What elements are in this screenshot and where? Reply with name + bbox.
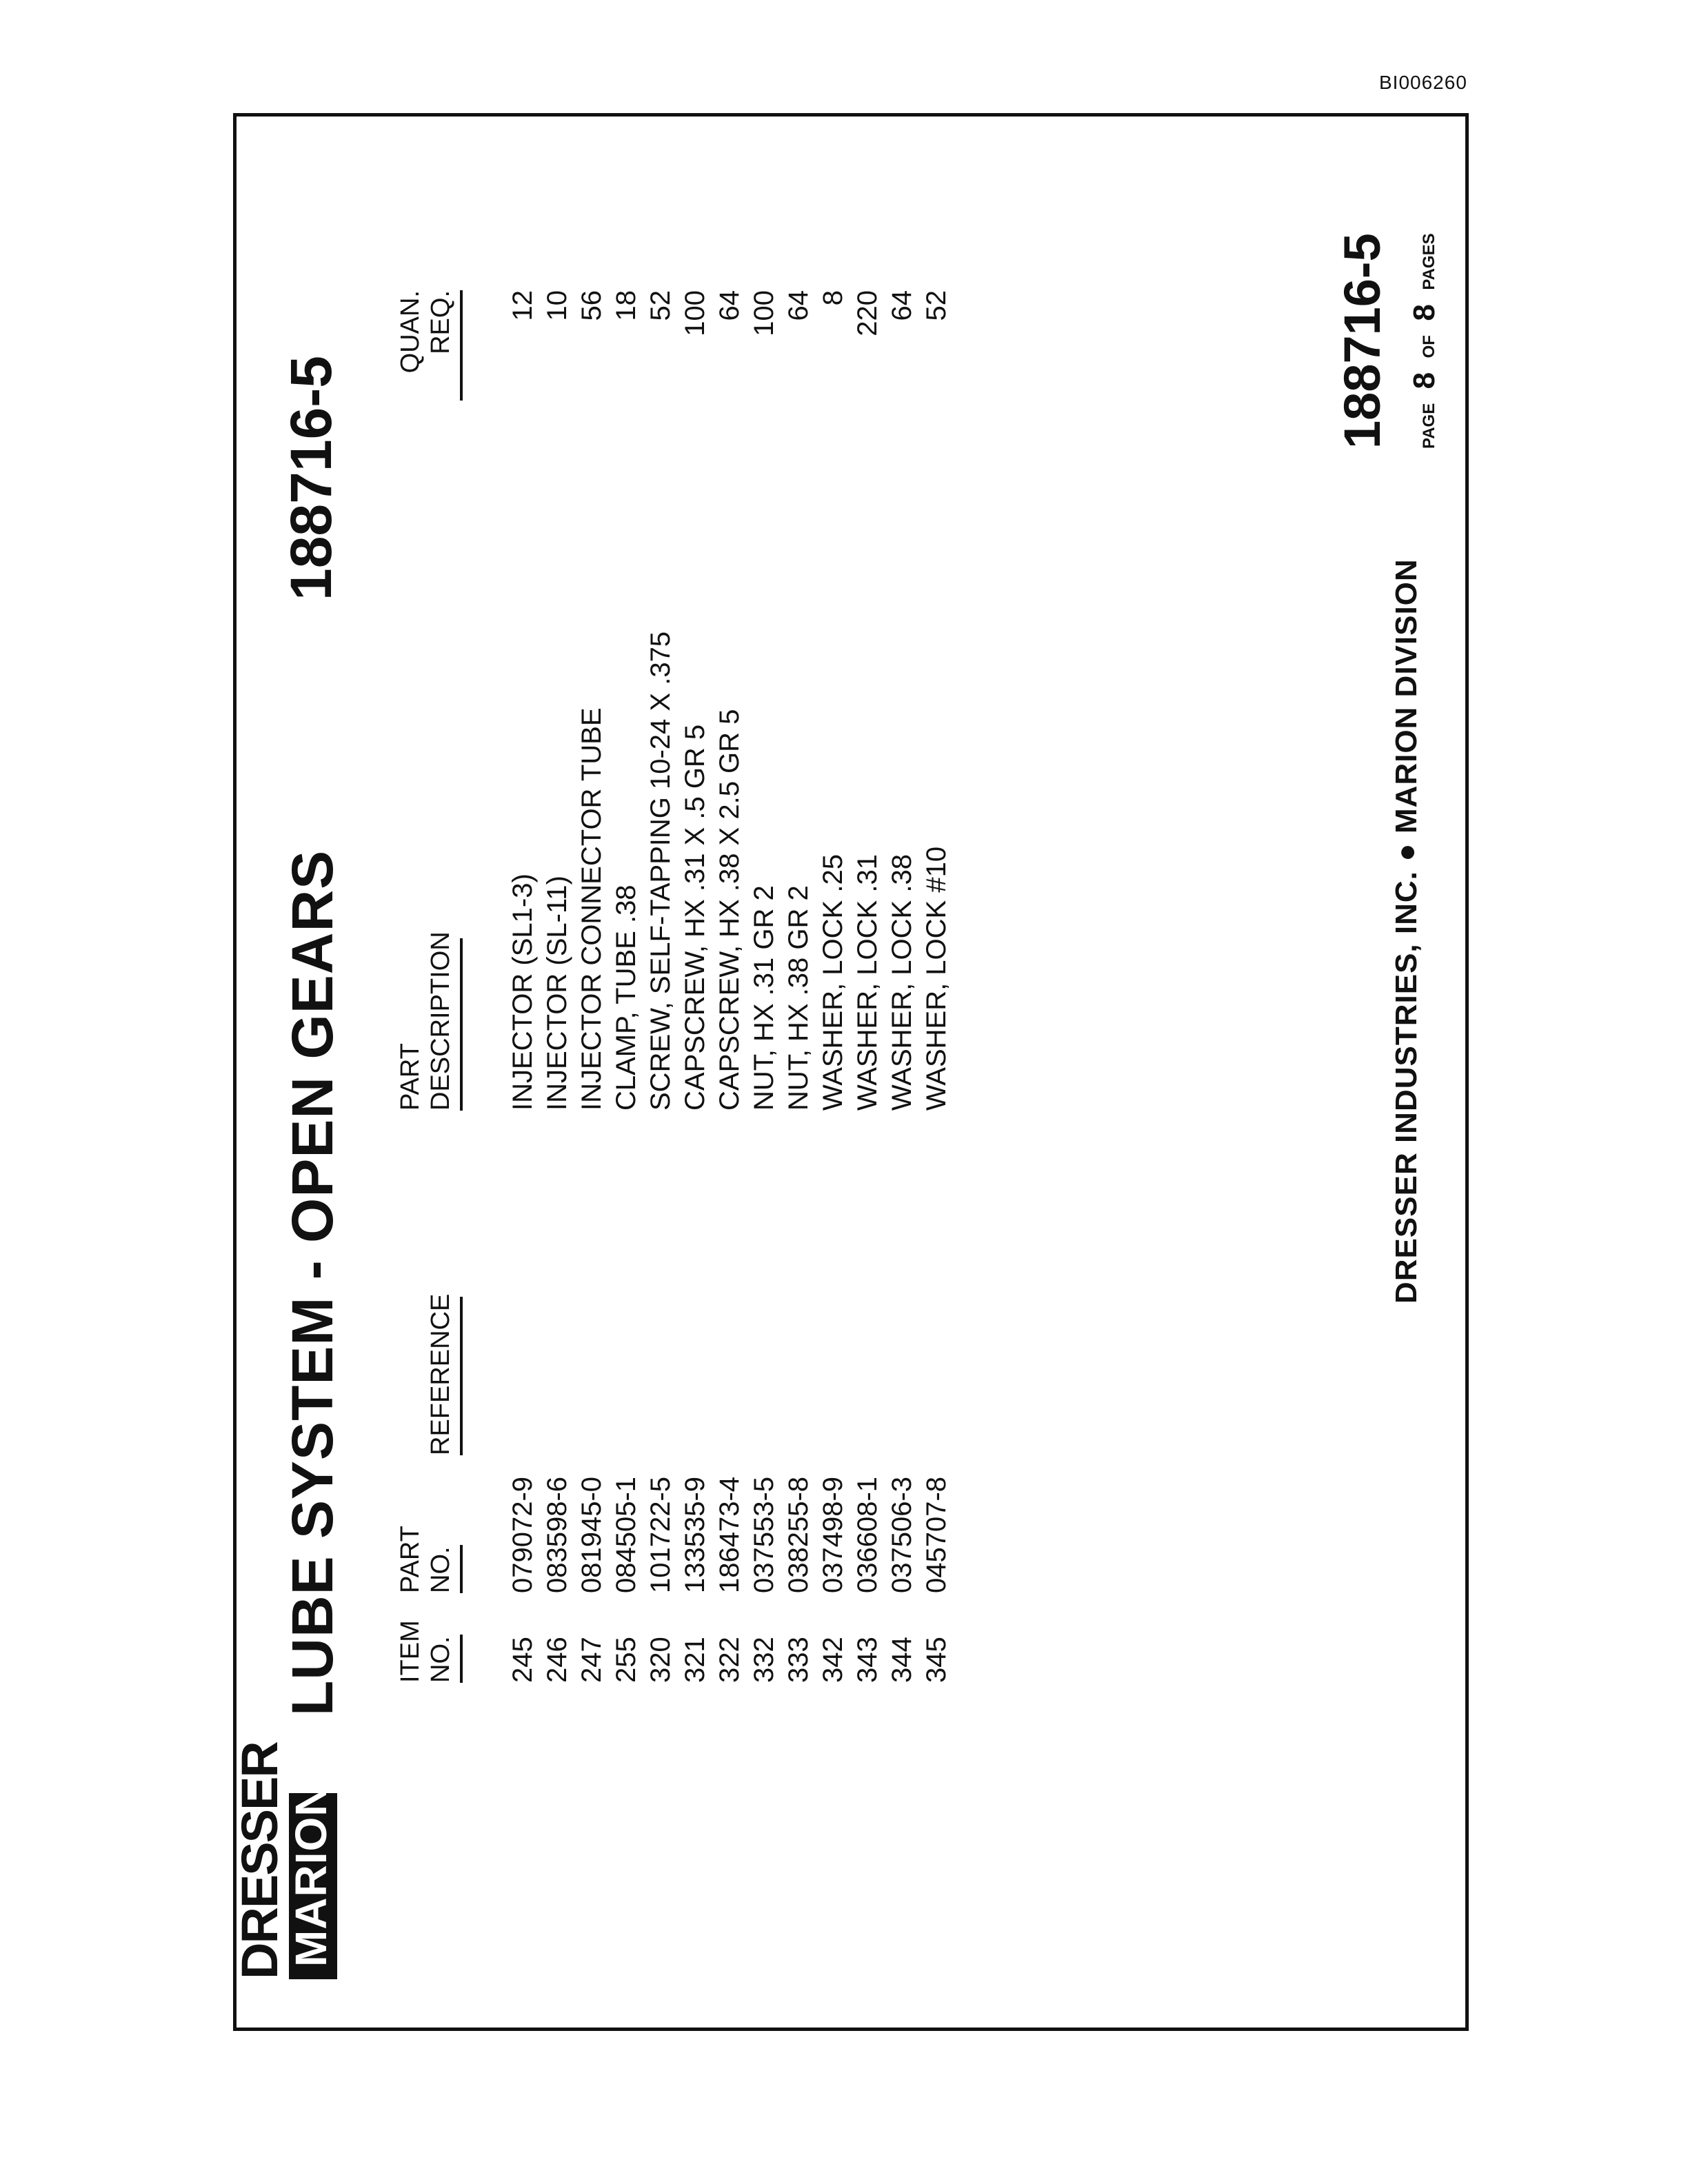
- column-header-part-no: [395, 1526, 463, 1593]
- page-total: 8: [1407, 304, 1441, 321]
- quantity: 56: [576, 290, 607, 321]
- dresser-marion-logo: [231, 1742, 337, 1979]
- column-header-qty-line2: REQ.: [426, 290, 455, 354]
- document-id: BI006260: [1379, 72, 1467, 93]
- table-row: [574, 117, 609, 2028]
- table-row: [919, 117, 954, 2028]
- part-number: 079072-9: [508, 1476, 538, 1593]
- part-number: 101722-5: [645, 1476, 676, 1593]
- item-number: 345: [921, 1637, 952, 1683]
- column-header-reference-text: REFERENCE: [426, 1293, 455, 1455]
- rotated-sheet: [231, 117, 1465, 2028]
- quantity: 64: [783, 290, 814, 321]
- part-description: NUT, HX .38 GR 2: [783, 885, 814, 1111]
- quantity: 52: [921, 290, 952, 321]
- part-number: 186473-4: [714, 1476, 745, 1593]
- part-number-header: 188716-5: [279, 356, 343, 600]
- item-number: 332: [749, 1637, 779, 1683]
- part-description: WASHER, LOCK .25: [818, 854, 848, 1111]
- part-description: WASHER, LOCK .38: [887, 854, 917, 1111]
- page-indicator: [1407, 233, 1442, 449]
- column-header-quantity: [395, 290, 463, 401]
- part-number: 037506-3: [887, 1476, 917, 1593]
- item-number: 322: [714, 1637, 745, 1683]
- column-header-item-line1: ITEM: [396, 1620, 425, 1683]
- quantity: 64: [714, 290, 745, 321]
- item-number: 246: [542, 1637, 572, 1683]
- of-label: OF: [1420, 335, 1438, 358]
- page-title: LUBE SYSTEM - OPEN GEARS: [280, 849, 345, 1716]
- page-frame: [233, 113, 1469, 2031]
- part-description: INJECTOR CONNECTOR TUBE: [576, 707, 607, 1111]
- part-description: WASHER, LOCK #10: [921, 846, 952, 1111]
- table-row: [781, 117, 816, 2028]
- column-rule: [460, 290, 463, 401]
- table-row: [609, 117, 643, 2028]
- item-number: 247: [576, 1637, 607, 1683]
- table-row: [540, 117, 574, 2028]
- part-number: 045707-8: [921, 1476, 952, 1593]
- column-rule: [460, 1635, 463, 1683]
- part-description: CAPSCREW, HX .31 X .5 GR 5: [680, 724, 710, 1111]
- quantity: 8: [818, 290, 848, 306]
- column-header-description: [395, 931, 463, 1111]
- column-rule: [460, 1545, 463, 1593]
- page-current: 8: [1407, 372, 1441, 390]
- table-row: [816, 117, 850, 2028]
- column-header-desc-line2: DESCRIPTION: [426, 931, 455, 1111]
- table-row: [885, 117, 919, 2028]
- part-description: NUT, HX .31 GR 2: [749, 885, 779, 1111]
- column-header-item: [395, 1620, 463, 1683]
- item-number: 344: [887, 1637, 917, 1683]
- part-description: SCREW, SELF-TAPPING 10-24 X .375: [645, 631, 676, 1111]
- item-number: 245: [508, 1637, 538, 1683]
- table-row: [678, 117, 712, 2028]
- table-row: [850, 117, 885, 2028]
- part-number: 038255-8: [783, 1476, 814, 1593]
- page-label: PAGE: [1420, 403, 1438, 449]
- item-number: 255: [611, 1637, 641, 1683]
- part-number: 083598-6: [542, 1476, 572, 1593]
- column-header-desc-line1: PART: [396, 1043, 425, 1111]
- table-row: [712, 117, 747, 2028]
- column-header-qty-line1: QUAN.: [396, 290, 425, 374]
- table-row: [747, 117, 781, 2028]
- column-rule: [460, 1297, 463, 1455]
- part-description: CAPSCREW, HX .38 X 2.5 GR 5: [714, 709, 745, 1111]
- quantity: 220: [852, 290, 883, 336]
- logo-text-bottom: MARION: [289, 1793, 337, 1979]
- column-header-item-line2: NO.: [426, 1636, 455, 1683]
- quantity: 12: [508, 290, 538, 321]
- part-description: INJECTOR (SL1-3): [508, 873, 538, 1111]
- part-number: 036608-1: [852, 1476, 883, 1593]
- quantity: 100: [749, 290, 779, 336]
- part-number: 037498-9: [818, 1476, 848, 1593]
- quantity: 52: [645, 290, 676, 321]
- part-description: INJECTOR (SL-11): [542, 876, 572, 1111]
- pages-label: PAGES: [1420, 233, 1438, 290]
- column-header-reference: [425, 1294, 463, 1455]
- footer-company: DRESSER INDUSTRIES, INC. ● MARION DIVISION: [1389, 558, 1423, 1304]
- quantity: 64: [887, 290, 917, 321]
- part-number: 081945-0: [576, 1476, 607, 1593]
- logo-text-top: DRESSER: [231, 1742, 288, 1979]
- quantity: 100: [680, 290, 710, 336]
- part-number: 133535-9: [680, 1476, 710, 1593]
- part-number: 084505-1: [611, 1476, 641, 1593]
- footer-part-number: 188716-5: [1334, 233, 1391, 449]
- table-row: [505, 117, 540, 2028]
- column-rule: [460, 938, 463, 1111]
- item-number: 333: [783, 1637, 814, 1683]
- part-number: 037553-5: [749, 1476, 779, 1593]
- part-description: CLAMP, TUBE .38: [611, 884, 641, 1111]
- part-description: WASHER, LOCK .31: [852, 854, 883, 1111]
- item-number: 342: [818, 1637, 848, 1683]
- quantity: 10: [542, 290, 572, 321]
- item-number: 320: [645, 1637, 676, 1683]
- item-number: 321: [680, 1637, 710, 1683]
- column-header-part-line1: PART: [396, 1526, 425, 1593]
- table-row: [643, 117, 678, 2028]
- quantity: 18: [611, 290, 641, 321]
- column-header-part-line2: NO.: [426, 1546, 455, 1593]
- item-number: 343: [852, 1637, 883, 1683]
